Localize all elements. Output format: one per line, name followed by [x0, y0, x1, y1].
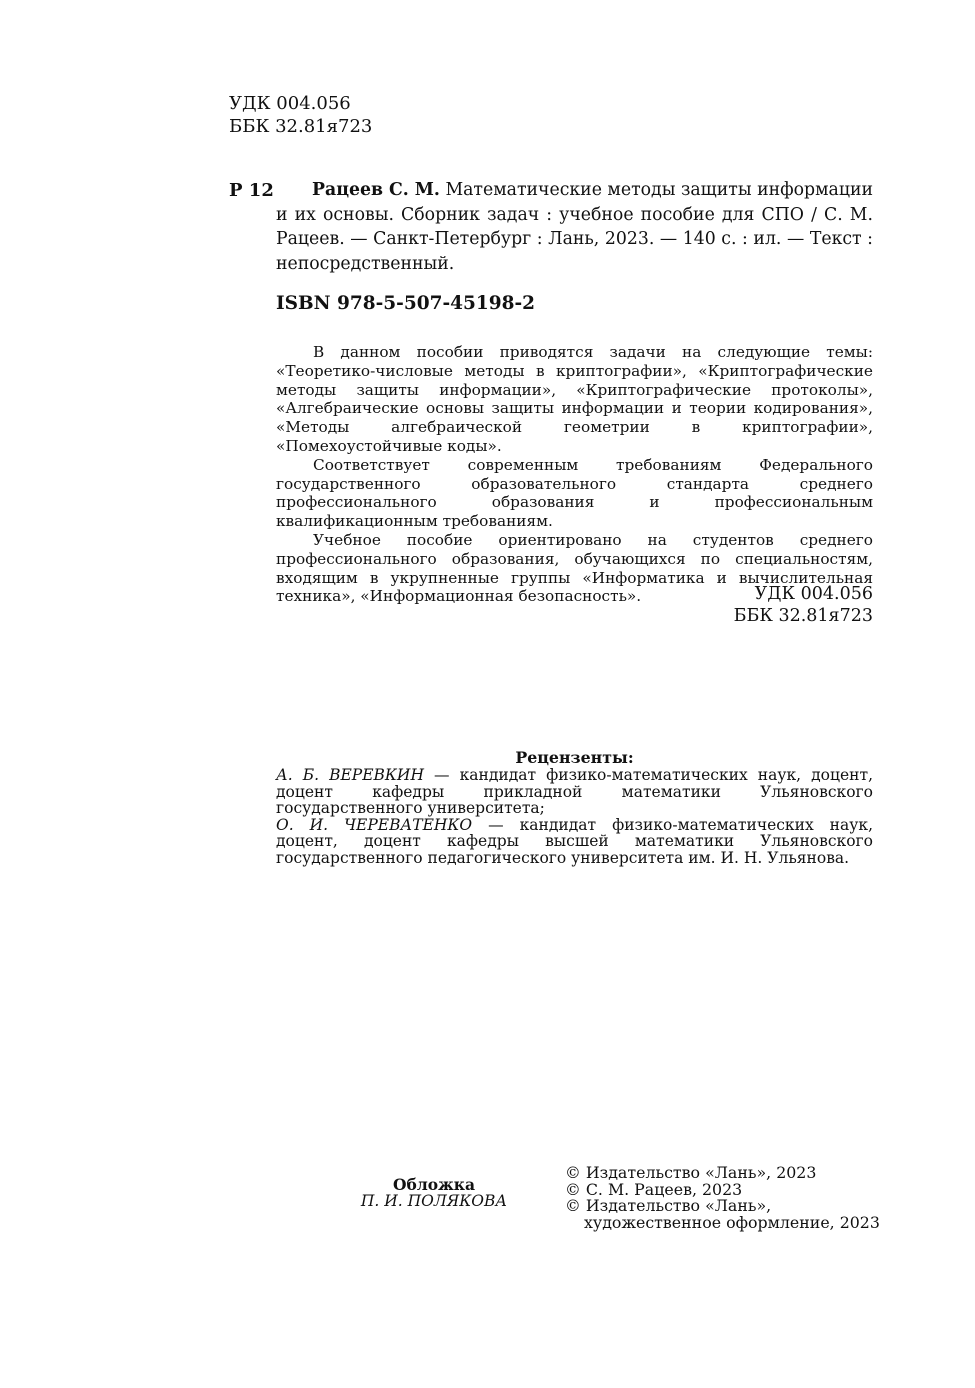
cover-credit [340, 1176, 528, 1210]
copyright-line: © С. М. Рацеев, 2023 [565, 1179, 743, 1199]
copyright-line: © Издательство «Лань», 2023 [565, 1163, 817, 1182]
bbk-code: ББК 32.81я723 [733, 606, 873, 626]
reviewer-name: А. Б. ВЕРЕВКИН [276, 766, 424, 784]
udk-code: УДК 004.056 [754, 584, 873, 604]
reviewers-list [276, 767, 873, 867]
reviewer-name: О. И. ЧЕРЕВАТЕНКО [276, 815, 473, 834]
classification-codes-top [229, 92, 372, 138]
annotation [276, 343, 873, 606]
bbk-code: ББК 32.81я723 [229, 116, 373, 137]
copyright-line: художественное оформление, 2023 [584, 1212, 880, 1232]
author-mark: Р 12 [229, 180, 274, 201]
bibliographic-record [276, 178, 873, 276]
reviewer-details: — кандидат физико-математических наук, доцент, доцент кафедры прикладной математики Ульяновского государственного университета; [276, 766, 873, 818]
annotation-paragraph: В данном пособии приводятся задачи на следующие темы: «Теоретико-числовые методы в криптографии», «Криптографические методы защиты информации», «Криптографические протоколы», «Алгебраические основы защиты информации и теории кодирования», «Методы алгебраической геометрии в криптографии», «Помехоустойчивые коды». [276, 343, 873, 455]
author-name: Рацеев С. М. [312, 180, 440, 200]
cover-artist: П. И. ПОЛЯКОВА [360, 1192, 508, 1210]
cover-label: Обложка [393, 1175, 475, 1194]
copyright-line: © Издательство «Лань», [565, 1196, 772, 1215]
udk-code: УДК 004.056 [229, 93, 351, 114]
classification-codes-bottom [600, 583, 873, 627]
annotation-paragraph: Учебное пособие ориентировано на студентов среднего профессионального образования, обучающихся по специальностям, входящим в укрупненные группы «Информатика и вычислительная техника», «Информационная безопасность». [276, 530, 873, 606]
isbn: ISBN 978-5-507-45198-2 [276, 293, 536, 314]
annotation-paragraph: Соответствует современным требованиям Федерального государственного образовательного стандарта среднего профессионального образования и профессиональным квалификационным требованиям. [276, 455, 873, 531]
reviewer-entry [276, 767, 873, 817]
reviewer-entry [276, 817, 873, 867]
bibliographic-description: Математические методы защиты информации и их основы. Сборник задач : учебное пособие для СПО / С. М. Рацеев. — Санкт-Петербург : Лань, 2023. — 140 с. : ил. — Текст : непосредственный. [276, 180, 874, 274]
reviewers-title: Рецензенты: [515, 748, 634, 767]
copyright-block [565, 1165, 895, 1231]
reviewer-details: — кандидат физико-математических наук, доцент, доцент кафедры высшей математики Ульяновского государственного педагогического университета им. И. Н. Ульянова. [276, 815, 873, 867]
